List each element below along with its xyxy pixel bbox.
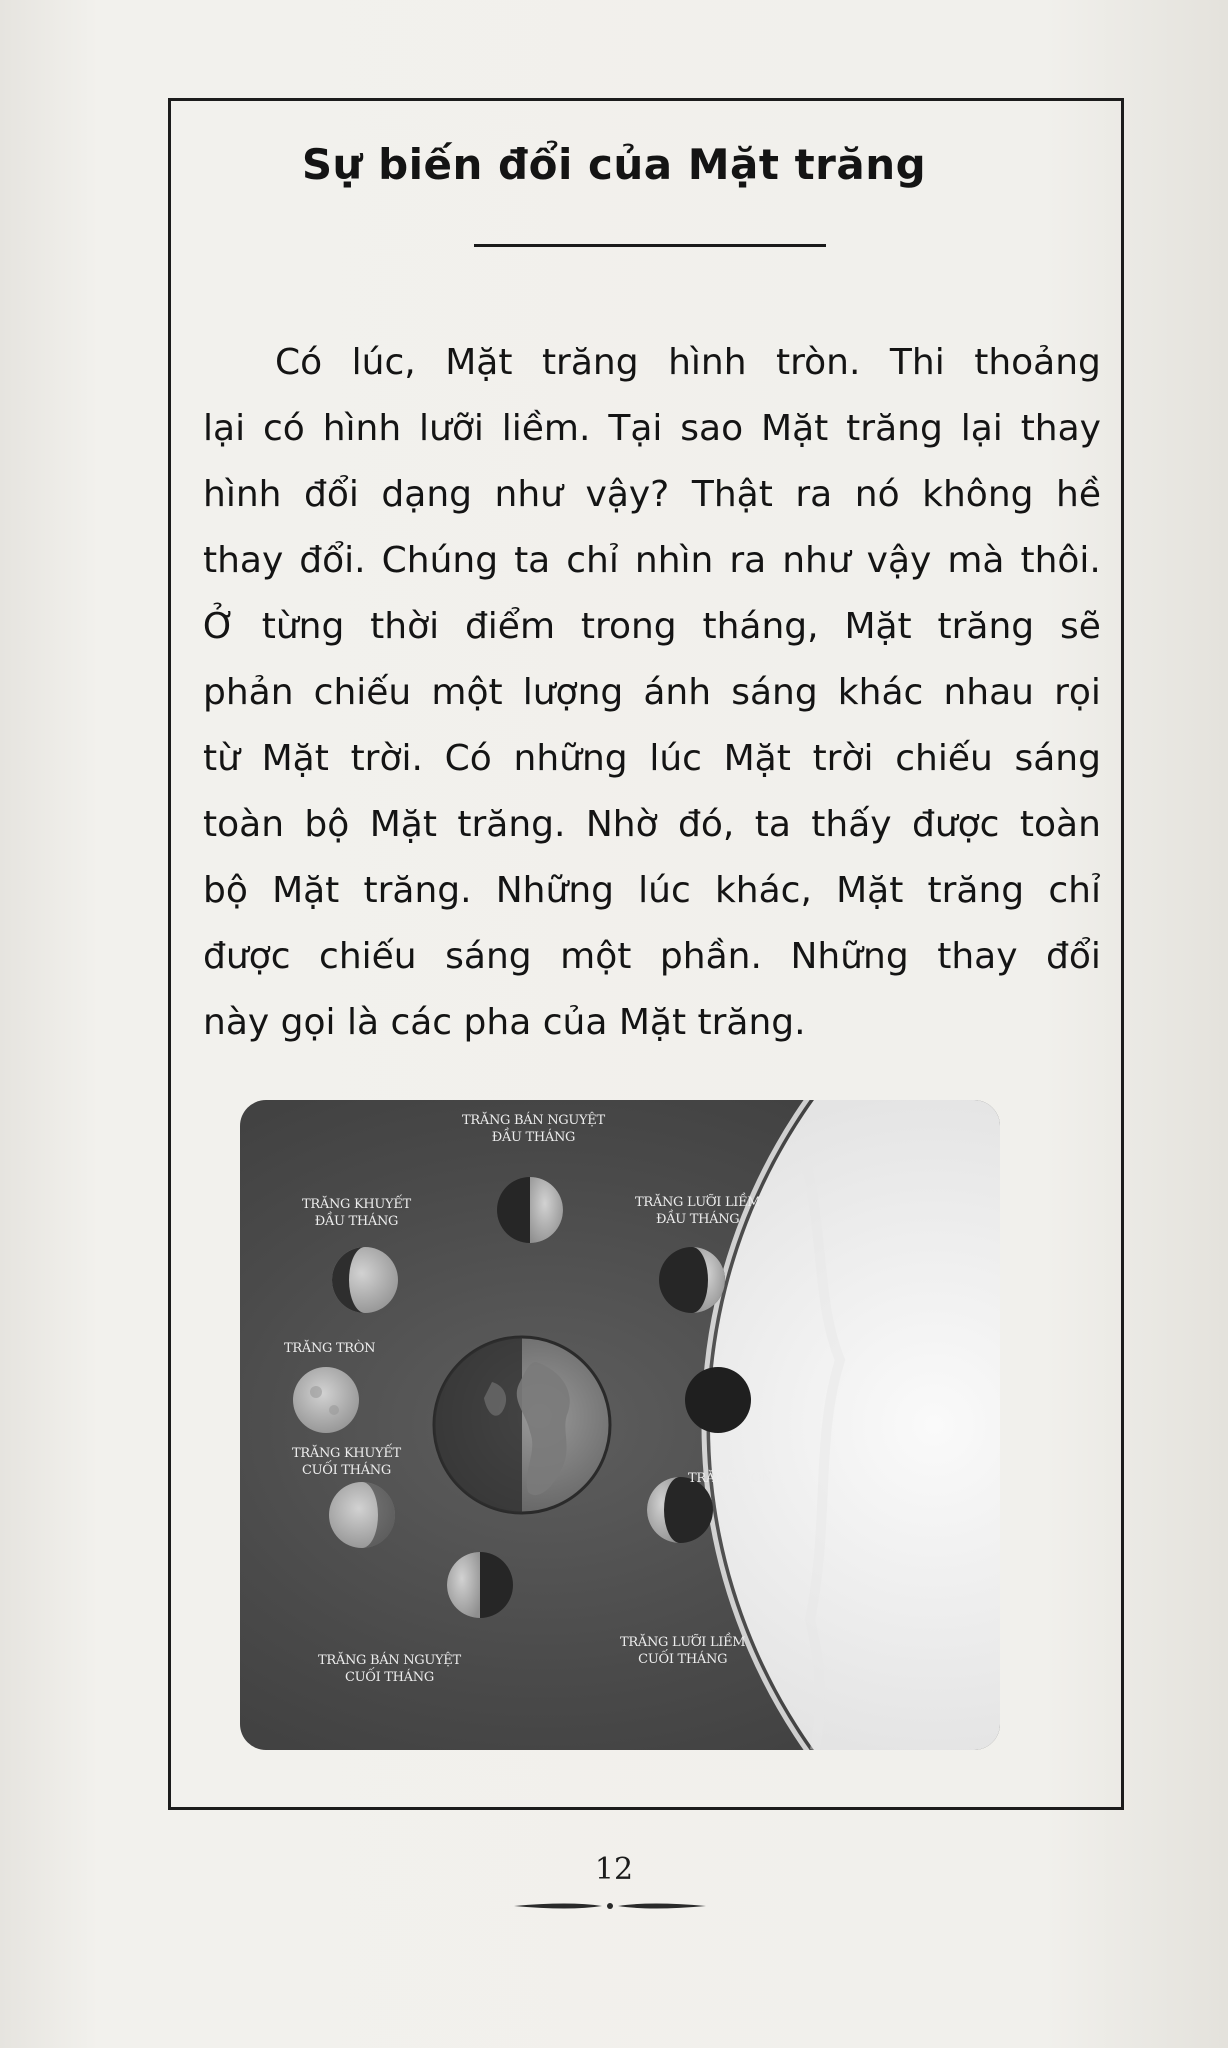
word: một: [560, 936, 632, 977]
word: lưỡi: [419, 408, 484, 449]
word: lúc,: [351, 342, 416, 383]
paragraph-line: [203, 396, 1101, 462]
word: vậy?: [585, 474, 670, 515]
paragraph-line: [203, 858, 1101, 924]
word: được: [203, 936, 291, 977]
word: Mặt: [272, 870, 340, 911]
word: hình: [668, 342, 747, 383]
paragraph-line: [203, 660, 1101, 726]
moon-new-shape: [685, 1367, 751, 1433]
word: bộ: [304, 804, 350, 845]
page-number: 12: [594, 1852, 634, 1887]
word: Thi: [889, 342, 945, 383]
moon-full-shape: [293, 1367, 359, 1433]
moon-waxing-gibbous-shape: [332, 1247, 398, 1313]
word: lúc: [649, 738, 702, 779]
word: chiếu: [319, 936, 417, 977]
word: lúc: [638, 870, 691, 911]
title-underline: [474, 244, 826, 247]
word: thay: [203, 540, 284, 581]
word: Mặt: [445, 342, 513, 383]
label-waxing-gibbous: TRĂNG KHUYẾT ĐẦU THÁNG: [302, 1197, 411, 1229]
word: trăng: [927, 870, 1025, 911]
word: điểm: [464, 606, 556, 647]
word: ta: [514, 540, 551, 581]
word: thay: [1020, 408, 1101, 449]
word: thấy: [811, 804, 892, 845]
word: ta: [754, 804, 791, 845]
word: Ở: [203, 606, 236, 647]
word: phản: [203, 672, 294, 713]
word: như: [494, 474, 563, 515]
word: Mặt: [761, 408, 829, 449]
word: tháng,: [702, 606, 819, 647]
word: hề: [1056, 474, 1101, 515]
word: rọi: [1054, 672, 1101, 713]
word: liềm.: [501, 408, 591, 449]
paragraph-line: [203, 594, 1101, 660]
label-full-moon: TRĂNG TRÒN: [284, 1341, 376, 1356]
paragraph-line: [203, 528, 1101, 594]
paragraph-line: [203, 924, 1101, 990]
word: đổi.: [299, 540, 366, 581]
moon-last-quarter-shape: [447, 1552, 513, 1618]
label-first-quarter: TRĂNG BÁN NGUYỆT ĐẦU THÁNG: [462, 1113, 605, 1145]
word: khác: [837, 672, 924, 713]
moon-phases-figure: [240, 1100, 1000, 1750]
word: Mặt: [369, 804, 437, 845]
label-waning-gibbous: TRĂNG KHUYẾT CUỐI THÁNG: [292, 1446, 401, 1478]
word: ra: [795, 474, 833, 515]
label-new-moon: TRĂNG NON: [688, 1471, 773, 1486]
word: đổi: [303, 474, 359, 515]
word: thôi.: [1020, 540, 1101, 581]
word: tròn.: [776, 342, 861, 383]
word: bộ: [203, 870, 248, 911]
word: Mặt: [836, 870, 904, 911]
word: Chúng: [381, 540, 499, 581]
word: đó,: [678, 804, 735, 845]
word: được: [911, 804, 1000, 845]
body-paragraph: [203, 330, 1101, 1056]
word: chiếu: [313, 672, 412, 713]
word: sao: [680, 408, 744, 449]
word: ra: [729, 540, 767, 581]
word: Những: [495, 870, 614, 911]
word: trăng.: [457, 804, 566, 845]
word: trăng: [846, 408, 943, 449]
word: toàn: [203, 804, 285, 845]
word: Mặt: [723, 738, 791, 779]
word: sáng: [445, 936, 532, 977]
word: thời: [370, 606, 440, 647]
word: nhìn: [634, 540, 714, 581]
word: chỉ: [566, 540, 619, 581]
word: chỉ: [1048, 870, 1101, 911]
paragraph-line: [203, 792, 1101, 858]
word: trăng: [937, 606, 1035, 647]
paragraph-line: này gọi là các pha của Mặt trăng.: [203, 1002, 806, 1043]
paragraph-line: [203, 726, 1101, 792]
word: hình: [322, 408, 402, 449]
word: toàn: [1019, 804, 1101, 845]
word: ánh: [643, 672, 712, 713]
moon-waning-gibbous-shape: [329, 1482, 395, 1548]
word: Mặt: [844, 606, 912, 647]
word: nhau: [943, 672, 1034, 713]
word: có: [262, 408, 305, 449]
word: như: [782, 540, 851, 581]
label-waxing-crescent: TRĂNG LƯỠI LIỀM ĐẦU THÁNG: [635, 1195, 761, 1227]
word: lượng: [522, 672, 624, 713]
label-waning-crescent: TRĂNG LƯỠI LIỀM CUỐI THÁNG: [620, 1635, 746, 1667]
word: Tại: [608, 408, 663, 449]
word: lại: [203, 408, 246, 449]
word: Thật: [691, 474, 773, 515]
word: Những: [790, 936, 909, 977]
word: dạng: [381, 474, 472, 515]
label-last-quarter: TRĂNG BÁN NGUYỆT CUỐI THÁNG: [318, 1653, 461, 1685]
paragraph-line: [203, 462, 1101, 528]
word: trăng.: [363, 870, 472, 911]
word: Mặt: [261, 738, 329, 779]
page-title: Sự biến đổi của Mặt trăng: [301, 140, 927, 189]
word: thoảng: [974, 342, 1101, 383]
word: thay: [937, 936, 1018, 977]
word: nó: [854, 474, 900, 515]
word: Có: [444, 738, 492, 779]
word: phần.: [659, 936, 762, 977]
moon-first-quarter-shape: [497, 1177, 563, 1243]
word: đổi: [1046, 936, 1101, 977]
word: vậy: [866, 540, 932, 581]
word: một: [431, 672, 503, 713]
moon-waxing-crescent-shape: [659, 1247, 725, 1313]
word: trong: [580, 606, 677, 647]
word: chiếu: [895, 738, 993, 779]
word: trời: [812, 738, 874, 779]
word: không: [922, 474, 1034, 515]
word: từ: [203, 738, 240, 779]
word: lại: [960, 408, 1003, 449]
word: trời.: [350, 738, 423, 779]
word: sáng: [1014, 738, 1101, 779]
earth-shape: [434, 1337, 610, 1513]
word: mà: [947, 540, 1005, 581]
word: sẽ: [1060, 606, 1101, 647]
word: trăng: [541, 342, 639, 383]
word: khác,: [714, 870, 812, 911]
paragraph-line: [203, 330, 1101, 396]
word: Có: [275, 342, 323, 383]
word: từng: [261, 606, 345, 647]
word: hình: [203, 474, 282, 515]
word: sáng: [731, 672, 818, 713]
word: những: [513, 738, 628, 779]
page-ornament: [510, 1898, 710, 1914]
word: Nhờ: [585, 804, 658, 845]
